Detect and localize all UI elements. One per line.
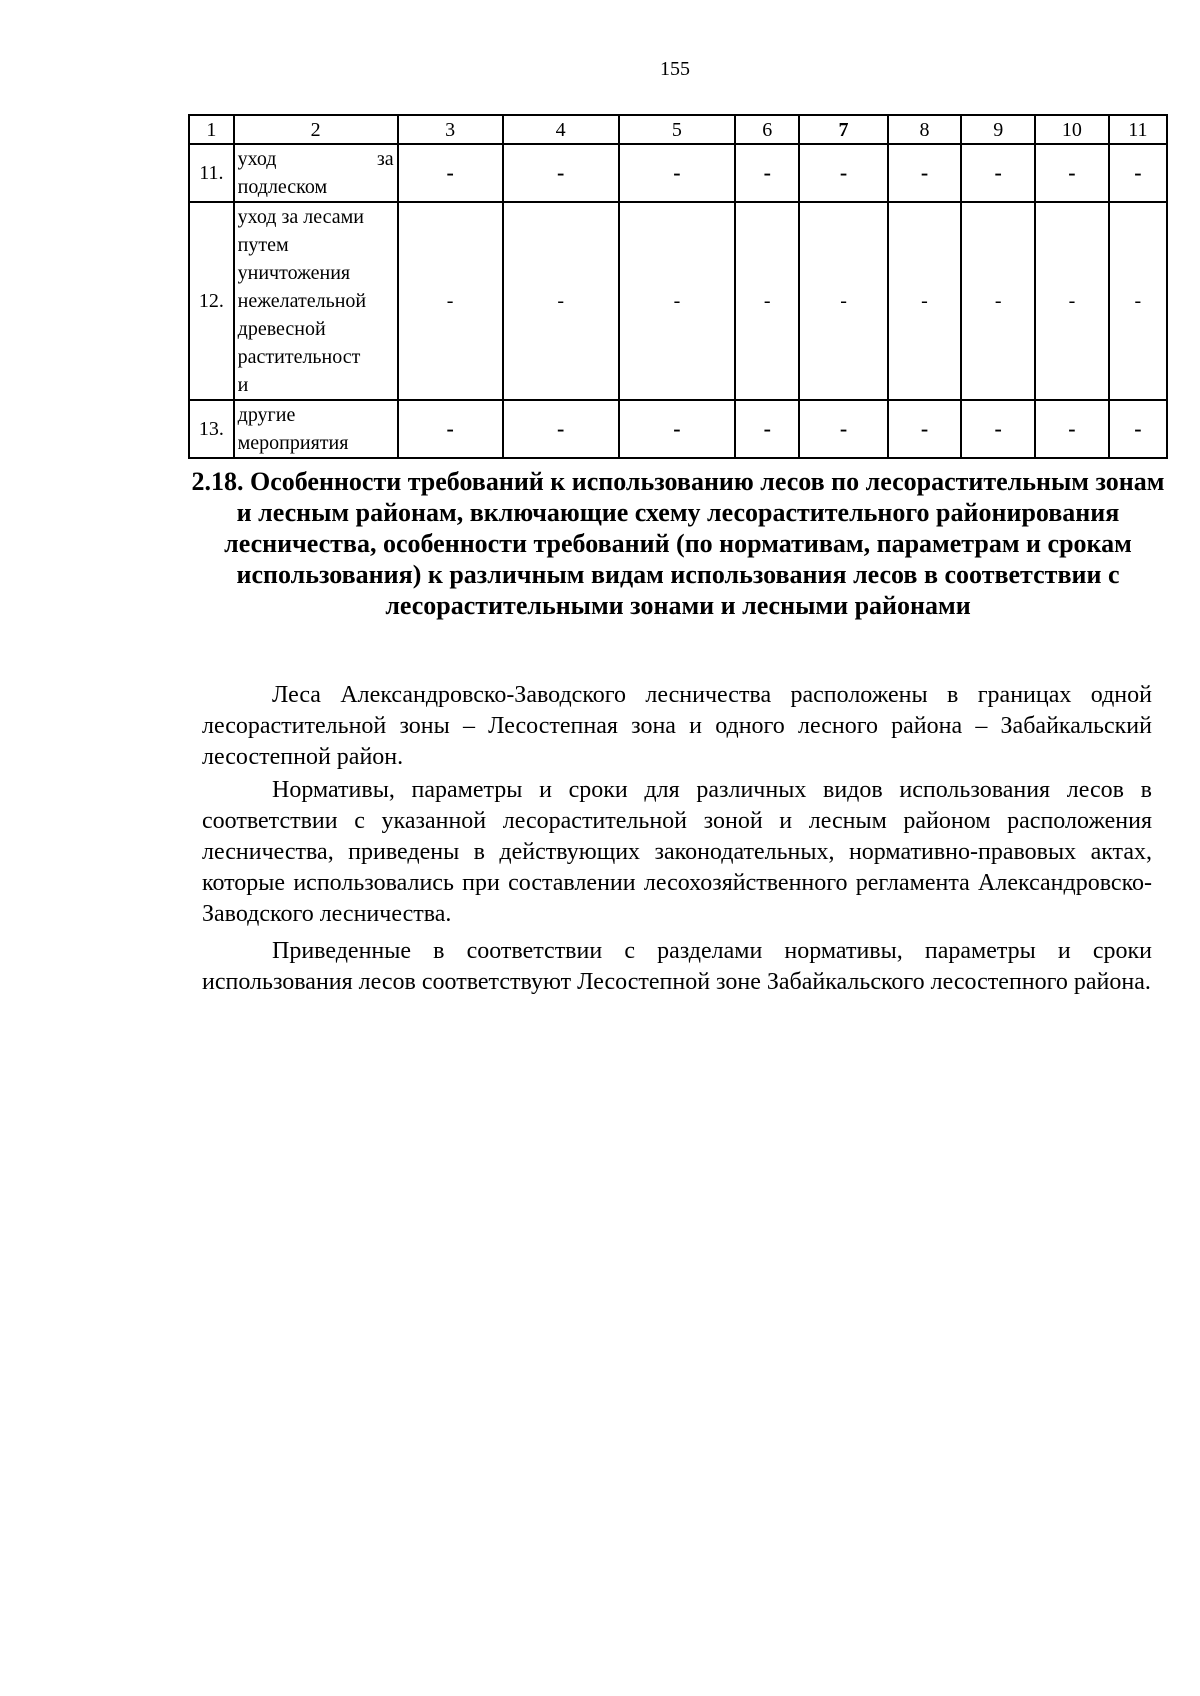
row-name: [234, 202, 398, 400]
row-name-line: уход за лесами: [237, 206, 364, 228]
row-name-line: древесной: [237, 318, 326, 340]
row-name-line: путем: [237, 234, 289, 256]
paragraph: Нормативы, параметры и сроки для различных видов использования лесов в соответствии с указанной лесорастительной зоной и лесным районом расположения лесничества, приведены в действующих законодательных, нормативно-правовых актах, которые использовались при составлении лесохозяйственного регламента Александровско-Заводского лесничества.: [202, 777, 1152, 927]
table-row: [189, 400, 1167, 458]
value-cell: -: [1109, 202, 1167, 400]
header-cell: 3: [398, 115, 503, 144]
value-cell: -: [398, 400, 503, 458]
value-cell: -: [503, 202, 619, 400]
value-cell: -: [1109, 400, 1167, 458]
page-number: 155: [660, 58, 690, 80]
section-title: 2.18. Особенности требований к использованию лесов по лесорастительным зонам и лесным районам, включающие схему лесорастительного районирования лесничества, особенности требований (по нормативам, параметрам и срокам использования) к различным видам использования лесов в соответствии с лесорастительными зонами и лесными районами: [191, 467, 1165, 620]
header-cell: 2: [234, 115, 398, 144]
value-cell: -: [398, 202, 503, 400]
row-name-line: и: [237, 374, 249, 396]
value-cell: -: [398, 144, 503, 202]
row-name-line: уничтожения: [237, 262, 351, 284]
value-cell: -: [503, 400, 619, 458]
value-cell: -: [1109, 144, 1167, 202]
value-cell: -: [735, 144, 799, 202]
paragraph: Приведенные в соответствии с разделами нормативы, параметры и сроки использования лесов соответствуют Лесостепной зоне Забайкальского лесостепного района.: [202, 938, 1152, 995]
header-cell: 1: [189, 115, 234, 144]
value-cell: -: [961, 400, 1035, 458]
row-name-line: мероприятия: [237, 432, 349, 454]
row-number: 11.: [189, 144, 234, 202]
header-cell: 9: [961, 115, 1035, 144]
row-number: 12.: [189, 202, 234, 400]
value-cell: -: [961, 202, 1035, 400]
value-cell: -: [1035, 144, 1109, 202]
value-cell: -: [619, 144, 735, 202]
header-cell: 6: [735, 115, 799, 144]
header-cell: 4: [503, 115, 619, 144]
value-cell: -: [619, 400, 735, 458]
value-cell: -: [961, 144, 1035, 202]
row-name: [234, 144, 398, 202]
data-table: [188, 114, 1168, 459]
row-name-line: подлеском: [237, 176, 328, 198]
row-name-word: за: [376, 148, 394, 170]
header-cell: 10: [1035, 115, 1109, 144]
row-number: 13.: [189, 400, 234, 458]
header-cell: 5: [619, 115, 735, 144]
table-row: [189, 144, 1167, 202]
row-name-line: другие: [237, 404, 296, 426]
value-cell: -: [503, 144, 619, 202]
value-cell: -: [735, 400, 799, 458]
table-header-row: [189, 115, 1167, 144]
value-cell: -: [888, 400, 962, 458]
value-cell: -: [888, 144, 962, 202]
header-cell: 11: [1109, 115, 1167, 144]
value-cell: -: [735, 202, 799, 400]
row-name-word: уход: [237, 148, 277, 170]
row-name-line: [238, 145, 394, 173]
row-name: [234, 400, 398, 458]
header-cell: 8: [888, 115, 962, 144]
value-cell: -: [1035, 202, 1109, 400]
value-cell: -: [799, 400, 887, 458]
value-cell: -: [1035, 400, 1109, 458]
row-name-line: растительност: [237, 346, 361, 368]
header-cell: 7: [799, 115, 887, 144]
value-cell: -: [619, 202, 735, 400]
table-row: [189, 202, 1167, 400]
value-cell: -: [799, 144, 887, 202]
row-name-line: нежелательной: [237, 290, 367, 312]
paragraph: Леса Александровско-Заводского лесничества расположены в границах одной лесорастительной зоны – Лесостепная зона и одного лесного района – Забайкальский лесостепной район.: [202, 682, 1152, 770]
value-cell: -: [799, 202, 887, 400]
value-cell: -: [888, 202, 962, 400]
